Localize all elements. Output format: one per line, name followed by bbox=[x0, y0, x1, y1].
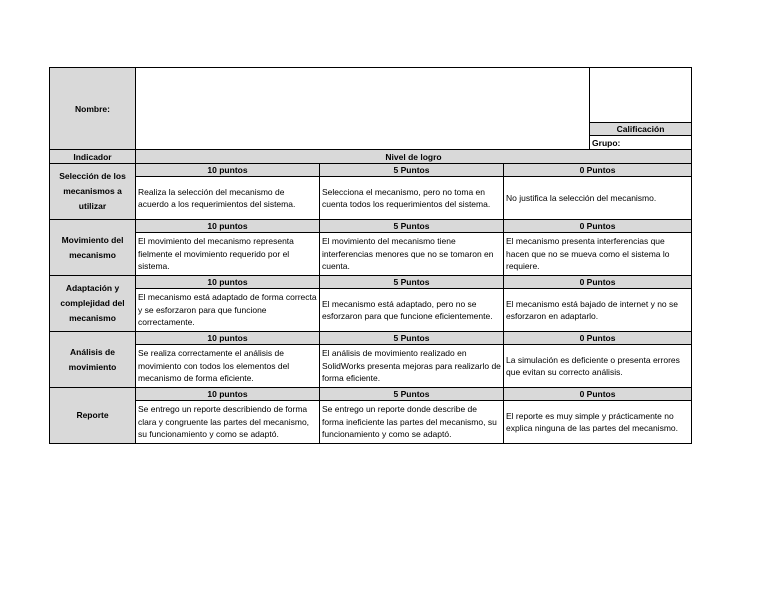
criterion-description: La simulación es deficiente o presenta errores que evitan su correcto análisis. bbox=[504, 345, 692, 388]
level-label: 5 Puntos bbox=[320, 276, 504, 289]
criterion-description: Selecciona el mecanismo, pero no toma en cuenta todos los requerimientos del sistema. bbox=[320, 177, 504, 220]
level-header-row bbox=[50, 164, 692, 177]
indicator-label: Adaptación y complejidad del mecanismo bbox=[50, 276, 136, 332]
level-label: 5 Puntos bbox=[320, 388, 504, 401]
calificacion-label: Calificación bbox=[590, 123, 692, 136]
indicator-label: Análisis de movimiento bbox=[50, 332, 136, 388]
criterion-description: No justifica la selección del mecanismo. bbox=[504, 177, 692, 220]
level-label: 5 Puntos bbox=[320, 220, 504, 233]
level-label: 10 puntos bbox=[136, 220, 320, 233]
level-label: 0 Puntos bbox=[504, 164, 692, 177]
rubric-table bbox=[49, 67, 692, 444]
level-label: 5 Puntos bbox=[320, 332, 504, 345]
level-label: 5 Puntos bbox=[320, 164, 504, 177]
criterion-description: El movimiento del mecanismo tiene interferencias menores que no se tomaron en cuenta. bbox=[320, 233, 504, 276]
criterion-description: El movimiento del mecanismo representa fielmente el movimiento requerido por el sistema. bbox=[136, 233, 320, 276]
criterion-description: Se entrego un reporte donde describe de forma ineficiente las partes del mecanismo, su funcionamiento y como se adaptó. bbox=[320, 401, 504, 444]
criterion-row bbox=[50, 177, 692, 220]
criterion-description: El mecanismo está adaptado, pero no se esforzaron para que funcione eficientemente. bbox=[320, 289, 504, 332]
criterion-row bbox=[50, 401, 692, 444]
level-header-row bbox=[50, 332, 692, 345]
level-label: 0 Puntos bbox=[504, 388, 692, 401]
calificacion-value[interactable] bbox=[590, 68, 692, 123]
level-header-row bbox=[50, 276, 692, 289]
nombre-label: Nombre: bbox=[50, 68, 136, 150]
criterion-description: Realiza la selección del mecanismo de acuerdo a los requerimientos del sistema. bbox=[136, 177, 320, 220]
criterion-description: El mecanismo presenta interferencias que hacen que no se mueva como el sistema lo requiere. bbox=[504, 233, 692, 276]
criterion-row bbox=[50, 345, 692, 388]
level-label: 10 puntos bbox=[136, 164, 320, 177]
level-label: 10 puntos bbox=[136, 388, 320, 401]
criterion-row bbox=[50, 289, 692, 332]
level-label: 0 Puntos bbox=[504, 220, 692, 233]
nombre-field[interactable] bbox=[136, 68, 590, 150]
indicator-label: Reporte bbox=[50, 388, 136, 444]
criterion-row bbox=[50, 233, 692, 276]
level-header-row bbox=[50, 220, 692, 233]
indicator-label: Selección de los mecanismos a utilizar bbox=[50, 164, 136, 220]
criterion-description: El mecanismo está bajado de internet y no se esforzaron en adaptarlo. bbox=[504, 289, 692, 332]
grupo-label: Grupo: bbox=[590, 136, 692, 150]
criterion-description: Se entrego un reporte describiendo de forma clara y congruente las partes del mecanismo, su funcionamiento y como se adaptó. bbox=[136, 401, 320, 444]
level-label: 0 Puntos bbox=[504, 332, 692, 345]
nivel-header: Nivel de logro bbox=[136, 150, 692, 164]
indicator-label: Movimiento del mecanismo bbox=[50, 220, 136, 276]
level-label: 10 puntos bbox=[136, 332, 320, 345]
criterion-description: Se realiza correctamente el análisis de movimiento con todos los elementos del mecanismo de forma eficiente. bbox=[136, 345, 320, 388]
level-header-row bbox=[50, 388, 692, 401]
indicador-header: Indicador bbox=[50, 150, 136, 164]
level-label: 10 puntos bbox=[136, 276, 320, 289]
criterion-description: El análisis de movimiento realizado en SolidWorks presenta mejoras para realizarlo de forma eficiente. bbox=[320, 345, 504, 388]
level-label: 0 Puntos bbox=[504, 276, 692, 289]
criterion-description: El reporte es muy simple y prácticamente no explica ninguna de las partes del mecanismo. bbox=[504, 401, 692, 444]
criterion-description: El mecanismo está adaptado de forma correcta y se esforzaron para que funcione correctamente. bbox=[136, 289, 320, 332]
